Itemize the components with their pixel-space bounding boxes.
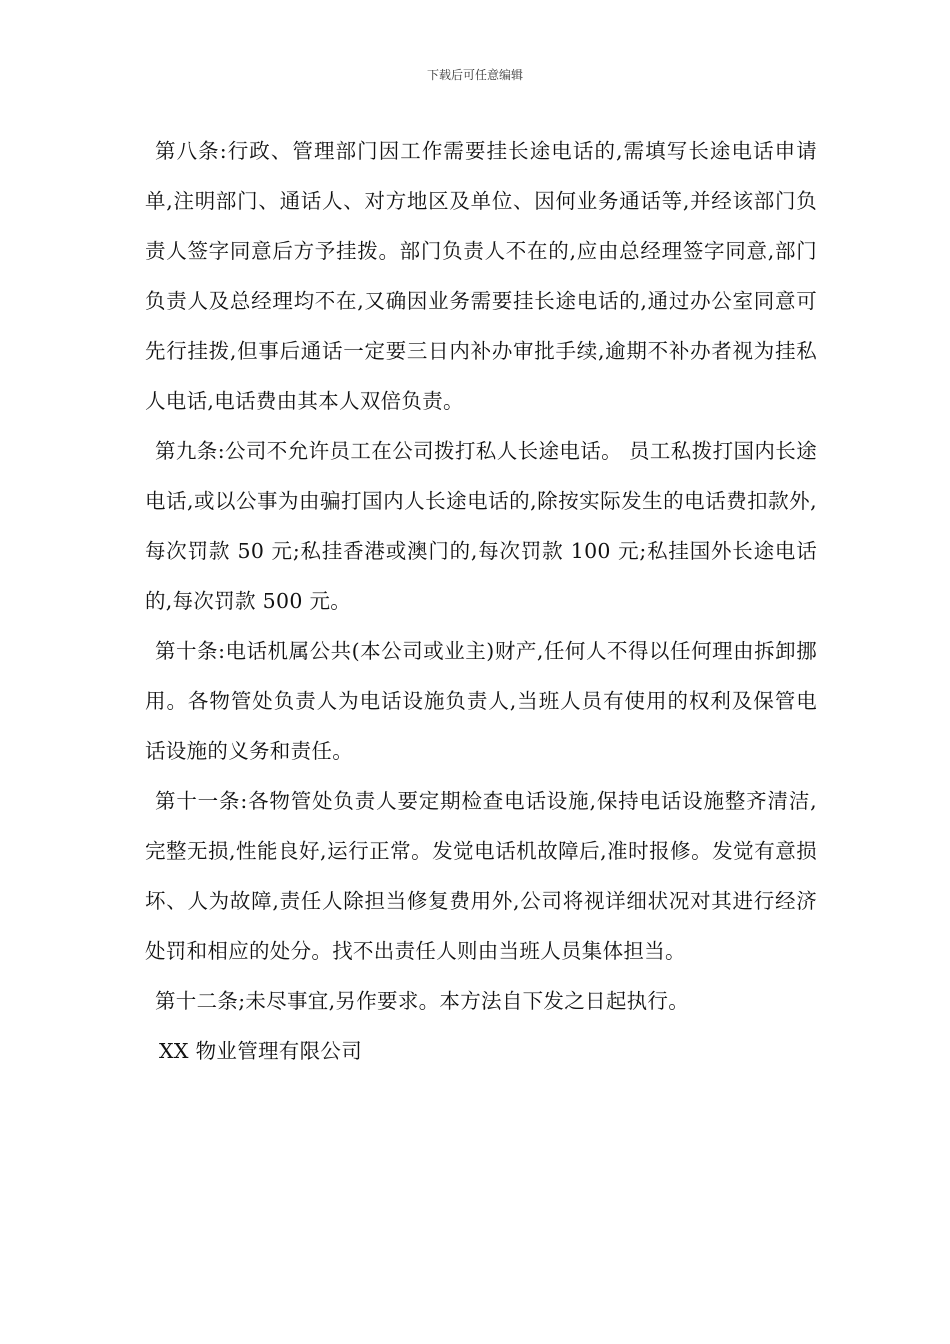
article-10: 第十条:电话机属公共(本公司或业主)财产,任何人不得以任何理由拆卸挪用。各物管处负责人为电话设施负责人,当班人员有使用的权利及保管电话设施的义务和责任。 <box>145 639 817 763</box>
document-body <box>145 126 817 1076</box>
article-11: 第十一条:各物管处负责人要定期检查电话设施,保持电话设施整齐清洁,完整无损,性能良好,运行正常。发觉电话机故障后,准时报修。发觉有意损坏、人为故障,责任人除担当修复费用外,公司将视详细状况对其进行经济处罚和相应的处分。找不出责任人则由当班人员集体担当。 <box>145 789 817 963</box>
article-12: 第十二条;未尽事宜,另作要求。本方法自下发之日起执行。 <box>155 989 690 1013</box>
article-8: 第八条:行政、管理部门因工作需要挂长途电话的,需填写长途电话申请单,注明部门、通话人、对方地区及单位、因何业务通话等,并经该部门负责人签字同意后方予挂拨。部门负责人不在的,应由总经理签字同意,部门负责人及总经理均不在,又确因业务需要挂长途电话的,通过办公室同意可先行挂拨,但事后通话一定要三日内补办审批手续,逾期不补办者视为挂私人电话,电话费由其本人双倍负责。 <box>145 139 817 413</box>
page-header: 下载后可任意编辑 <box>426 68 523 82</box>
article-9: 第九条:公司不允许员工在公司拨打私人长途电话。 员工私拨打国内长途电话,或以公事为由骗打国内人长途电话的,除按实际发生的电话费扣款外,每次罚款 50 元;私挂香港或澳门的,每次罚款 100 元;私挂国外长途电话的,每次罚款 500 元。 <box>145 439 817 613</box>
company-signature: XX 物业管理有限公司 <box>159 1039 363 1063</box>
